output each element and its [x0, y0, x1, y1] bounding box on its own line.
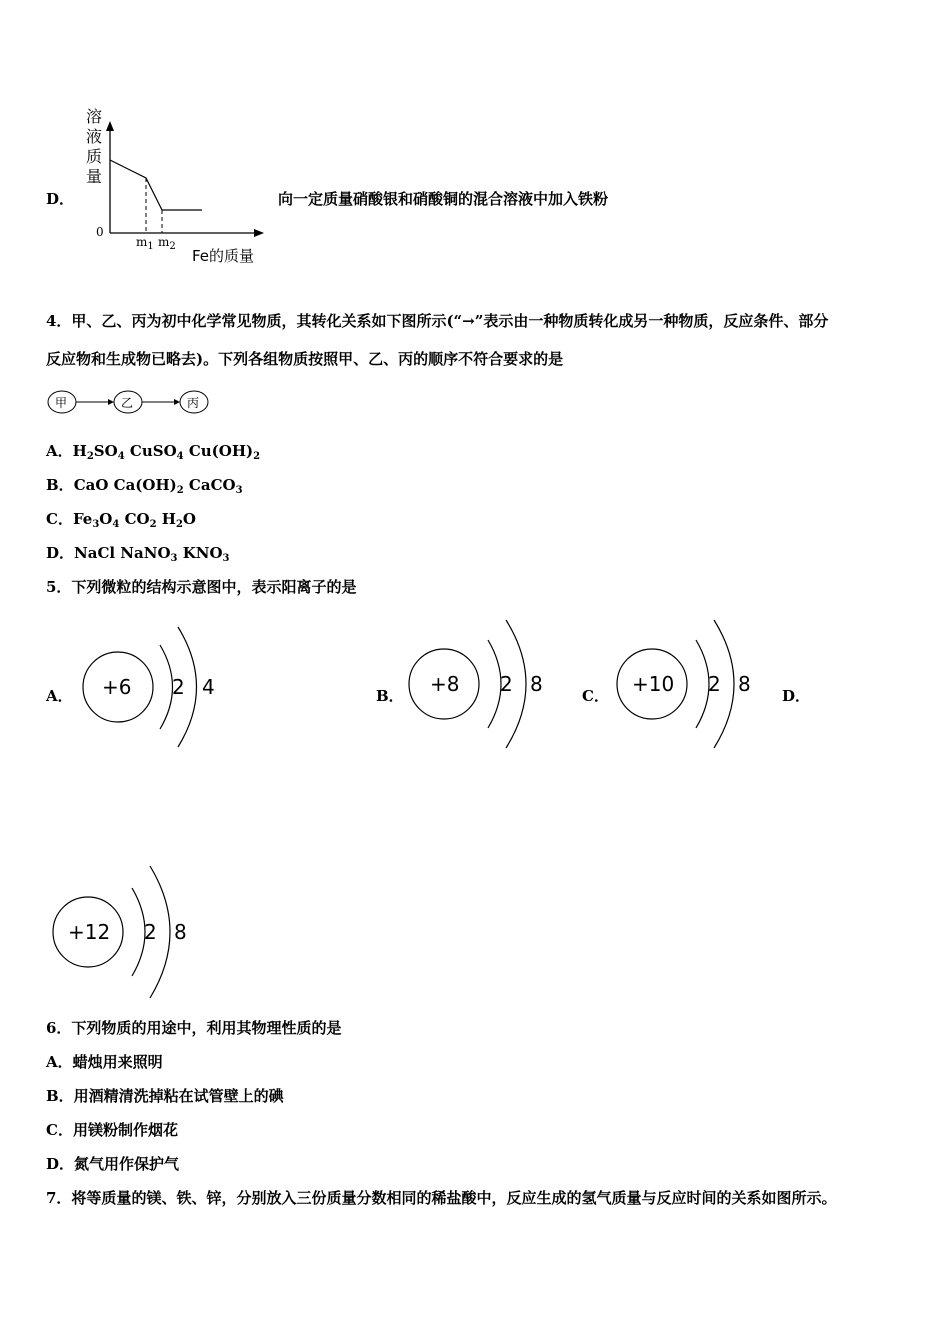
- q5-option-b-letter[interactable]: B．: [376, 687, 404, 705]
- q4-stem-line1: 4．甲、乙、丙为初中化学常见物质，其转化关系如下图所示(“→”表示由一种物质转化成另一种物质，反应条件、部分: [46, 312, 829, 330]
- q4-option-d[interactable]: D．NaCl NaNO$_3$ $KNO_3$: [46, 544, 230, 564]
- nucleus-charge: +12: [68, 920, 111, 944]
- y-label-char: 溶: [86, 107, 103, 126]
- shell-1-electrons: 2: [144, 920, 157, 944]
- q5-option-a-letter[interactable]: A．: [46, 687, 73, 705]
- atom-a-shells: [80, 615, 220, 760]
- shell-1-electrons: 2: [172, 675, 185, 699]
- q5-option-d-letter[interactable]: D．: [782, 687, 811, 705]
- shell-2-electrons: 8: [738, 672, 751, 696]
- y-axis-arrow: [106, 121, 114, 131]
- arrow-1-head: [108, 399, 114, 405]
- q6-option-d[interactable]: D．氮气用作保护气: [46, 1155, 180, 1173]
- q4-option-a[interactable]: A．$H_2SO_4$ CuSO$_4$ $Cu(OH)_2$: [46, 442, 261, 462]
- q4-option-b[interactable]: B．CaO $Ca(OH)_2$ CaCO$_3$: [46, 476, 243, 496]
- q5-atom-b: [406, 612, 556, 757]
- q6-option-b[interactable]: B．用酒精清洗掉粘在试管壁上的碘: [46, 1087, 284, 1105]
- q3-option-d-letter: D．: [46, 190, 75, 208]
- graph-m2: $m_2$: [158, 235, 176, 252]
- q3-option-d-text: 向一定质量硝酸银和硝酸铜的混合溶液中加入铁粉: [278, 190, 609, 208]
- nucleus-charge: +10: [632, 672, 675, 696]
- x-axis-arrow: [254, 229, 264, 237]
- q5-atom-a: [80, 615, 220, 760]
- arrow-2-head: [174, 399, 180, 405]
- q5-atom-c: [614, 612, 764, 757]
- nucleus-charge: +6: [102, 675, 132, 699]
- q4-stem-line2: 反应物和生成物已略去)。下列各组物质按照甲、乙、丙的顺序不符合要求的是: [46, 350, 564, 368]
- y-label-char: 液: [86, 127, 103, 146]
- q5-stem: 5．下列微粒的结构示意图中，表示阳离子的是: [46, 578, 357, 596]
- q6-stem: 6．下列物质的用途中，利用其物理性质的是: [46, 1019, 342, 1037]
- shell-2-electrons: 8: [174, 920, 187, 944]
- graph-origin: 0: [96, 225, 104, 239]
- q4-option-c[interactable]: C．$Fe_3O_4$ $CO_2$ $H_2O$: [46, 510, 196, 530]
- q4-conversion-diagram: [46, 387, 216, 419]
- q6-option-a[interactable]: A．蜡烛用来照明: [46, 1053, 163, 1071]
- y-label-char: 质: [86, 147, 103, 166]
- shell-1-electrons: 2: [708, 672, 721, 696]
- node-bing: 丙: [187, 396, 200, 410]
- nucleus-charge: +8: [430, 672, 460, 696]
- shell-1-electrons: 2: [500, 672, 513, 696]
- shell-2-electrons: 8: [530, 672, 543, 696]
- q5-atom-d: [50, 860, 200, 1005]
- q6-option-c[interactable]: C．用镁粉制作烟花: [46, 1121, 178, 1139]
- q7-stem: 7．将等质量的镁、铁、锌，分别放入三份质量分数相同的稀盐酸中，反应生成的氢气质量与反应时间的关系如图所示。: [46, 1189, 837, 1207]
- shell-2-electrons: 4: [202, 675, 215, 699]
- graph-x-label: Fe的质量: [192, 247, 255, 265]
- node-jia: 甲: [55, 396, 68, 410]
- mass-curve: [110, 160, 202, 210]
- q5-option-c-letter[interactable]: C．: [582, 687, 609, 705]
- node-yi: 乙: [121, 396, 134, 410]
- y-label-char: 量: [86, 167, 103, 186]
- graph-m1: $m_1$: [136, 235, 154, 252]
- q3-solution-mass-graph: [80, 105, 280, 270]
- shell-1-arc: [160, 645, 173, 729]
